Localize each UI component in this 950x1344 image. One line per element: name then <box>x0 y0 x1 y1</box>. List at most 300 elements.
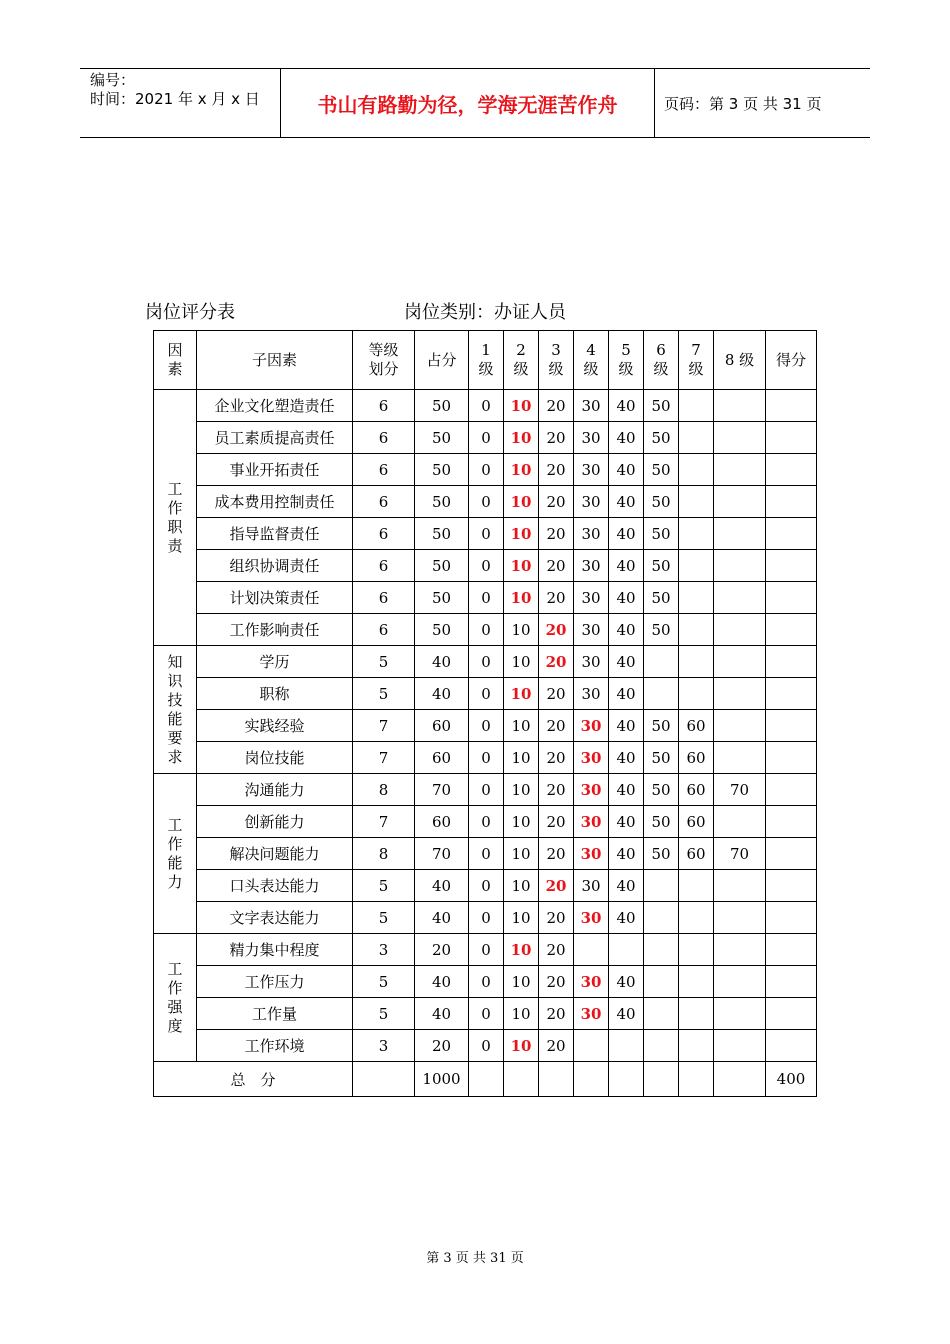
points-cell: 40 <box>415 870 469 902</box>
grade-cell: 20 <box>539 966 574 998</box>
table-row <box>154 550 817 582</box>
table-row <box>154 774 817 806</box>
levels-cell: 7 <box>353 806 415 838</box>
sub-factor-cell: 创新能力 <box>197 806 353 838</box>
score-cell <box>766 966 817 998</box>
grade-cell: 60 <box>679 806 714 838</box>
grade-cell: 20 <box>539 518 574 550</box>
sub-factor-cell: 精力集中程度 <box>197 934 353 966</box>
grade-cell: 30 <box>574 454 609 486</box>
grade-cell: 0 <box>469 806 504 838</box>
points-cell: 50 <box>415 454 469 486</box>
time-label: 时间：2021 年 x 月 x 日 <box>90 90 260 108</box>
grade-cell <box>714 518 766 550</box>
factor-cell: 工 作 职 责 <box>154 390 197 646</box>
grade-cell: 10 <box>504 934 539 966</box>
grade-cell: 50 <box>644 614 679 646</box>
grade-cell <box>644 998 679 1030</box>
grade-cell <box>714 422 766 454</box>
points-cell: 40 <box>415 966 469 998</box>
grade-cell: 20 <box>539 678 574 710</box>
grade-cell: 10 <box>504 998 539 1030</box>
grade-cell: 0 <box>469 518 504 550</box>
grade-cell <box>679 1030 714 1062</box>
grade-cell: 60 <box>679 838 714 870</box>
grade-cell: 40 <box>609 710 644 742</box>
grade-cell: 50 <box>644 806 679 838</box>
score-cell <box>766 806 817 838</box>
grade-cell: 10 <box>504 422 539 454</box>
grade-cell <box>679 582 714 614</box>
header-divider <box>654 69 655 137</box>
grade-cell <box>714 966 766 998</box>
grade-cell: 50 <box>644 582 679 614</box>
points-cell: 40 <box>415 646 469 678</box>
table-row <box>154 518 817 550</box>
score-cell <box>766 390 817 422</box>
levels-cell: 8 <box>353 774 415 806</box>
grade-cell: 70 <box>714 838 766 870</box>
grade-cell: 20 <box>539 550 574 582</box>
levels-cell: 5 <box>353 678 415 710</box>
grade-cell: 40 <box>609 646 644 678</box>
grade-cell: 20 <box>539 838 574 870</box>
table-row <box>154 742 817 774</box>
levels-cell: 5 <box>353 998 415 1030</box>
score-cell <box>766 934 817 966</box>
grade-cell <box>714 646 766 678</box>
grade-cell: 0 <box>469 1030 504 1062</box>
points-cell: 20 <box>415 934 469 966</box>
score-cell <box>766 742 817 774</box>
grade-cell <box>644 678 679 710</box>
grade-cell: 40 <box>609 998 644 1030</box>
grade-cell <box>679 998 714 1030</box>
factor-cell: 工 作 强 度 <box>154 934 197 1062</box>
grade-cell: 20 <box>539 454 574 486</box>
grade-cell <box>644 1062 679 1097</box>
grade-cell: 0 <box>469 774 504 806</box>
grade-cell: 10 <box>504 390 539 422</box>
grade-cell: 10 <box>504 646 539 678</box>
total-label: 总 分 <box>154 1062 353 1097</box>
table-row <box>154 646 817 678</box>
score-cell <box>766 1030 817 1062</box>
grade-cell: 0 <box>469 614 504 646</box>
grade-cell <box>644 902 679 934</box>
grade-cell: 20 <box>539 806 574 838</box>
score-cell <box>766 678 817 710</box>
grade-cell: 40 <box>609 678 644 710</box>
grade-cell <box>679 1062 714 1097</box>
grade-cell <box>644 934 679 966</box>
grade-cell: 40 <box>609 614 644 646</box>
score-cell <box>766 518 817 550</box>
grade-cell: 0 <box>469 870 504 902</box>
grade-cell: 50 <box>644 454 679 486</box>
grade-cell <box>714 678 766 710</box>
grade-cell: 0 <box>469 742 504 774</box>
levels-cell: 5 <box>353 966 415 998</box>
grade-cell: 60 <box>679 774 714 806</box>
score-cell <box>766 486 817 518</box>
grade-cell <box>714 454 766 486</box>
grade-cell <box>504 1062 539 1097</box>
grade-cell: 20 <box>539 1030 574 1062</box>
sub-factor-cell: 成本费用控制责任 <box>197 486 353 518</box>
grade-cell: 30 <box>574 390 609 422</box>
sub-factor-cell: 事业开拓责任 <box>197 454 353 486</box>
grade-cell: 0 <box>469 454 504 486</box>
grade-cell: 40 <box>609 806 644 838</box>
levels-cell: 6 <box>353 582 415 614</box>
grade-cell: 40 <box>609 454 644 486</box>
levels-cell: 5 <box>353 646 415 678</box>
grade-cell: 60 <box>679 742 714 774</box>
grade-cell: 0 <box>469 646 504 678</box>
sub-factor-cell: 学历 <box>197 646 353 678</box>
table-row <box>154 454 817 486</box>
score-cell <box>766 902 817 934</box>
score-table <box>153 330 817 1097</box>
points-cell: 50 <box>415 614 469 646</box>
grade-cell <box>679 486 714 518</box>
sub-factor-cell: 岗位技能 <box>197 742 353 774</box>
grade-cell <box>714 710 766 742</box>
grade-cell: 30 <box>574 742 609 774</box>
grade-cell: 20 <box>539 774 574 806</box>
table-row <box>154 710 817 742</box>
grade-cell <box>714 806 766 838</box>
sub-factor-cell: 员工素质提高责任 <box>197 422 353 454</box>
grade-cell: 0 <box>469 390 504 422</box>
total-row <box>154 1062 817 1097</box>
grade-cell: 10 <box>504 742 539 774</box>
sub-factor-cell: 职称 <box>197 678 353 710</box>
grade-cell: 20 <box>539 710 574 742</box>
table-row <box>154 390 817 422</box>
table-row <box>154 902 817 934</box>
number-label: 编号： <box>90 71 136 89</box>
grade-cell: 0 <box>469 550 504 582</box>
grade-cell: 0 <box>469 902 504 934</box>
table-row <box>154 838 817 870</box>
grade-cell: 10 <box>504 518 539 550</box>
grade-cell: 10 <box>504 710 539 742</box>
column-header: 占分 <box>415 331 469 390</box>
grade-cell <box>714 582 766 614</box>
sub-factor-cell: 工作量 <box>197 998 353 1030</box>
points-cell: 60 <box>415 806 469 838</box>
levels-cell: 6 <box>353 486 415 518</box>
levels-cell: 5 <box>353 870 415 902</box>
grade-cell: 20 <box>539 998 574 1030</box>
grade-cell <box>714 390 766 422</box>
sub-factor-cell: 口头表达能力 <box>197 870 353 902</box>
grade-cell: 10 <box>504 1030 539 1062</box>
grade-cell: 40 <box>609 742 644 774</box>
score-cell <box>766 582 817 614</box>
grade-cell <box>644 966 679 998</box>
grade-cell <box>679 966 714 998</box>
grade-cell: 20 <box>539 422 574 454</box>
grade-cell: 10 <box>504 902 539 934</box>
levels-cell: 5 <box>353 902 415 934</box>
grade-cell: 50 <box>644 486 679 518</box>
sub-factor-cell: 文字表达能力 <box>197 902 353 934</box>
grade-cell: 10 <box>504 454 539 486</box>
total-score: 400 <box>766 1062 817 1097</box>
sub-factor-cell: 沟通能力 <box>197 774 353 806</box>
grade-cell: 0 <box>469 934 504 966</box>
grade-cell: 0 <box>469 422 504 454</box>
grade-cell <box>714 742 766 774</box>
column-header: 3 级 <box>539 331 574 390</box>
grade-cell: 50 <box>644 838 679 870</box>
grade-cell <box>644 870 679 902</box>
grade-cell: 10 <box>504 486 539 518</box>
grade-cell <box>714 486 766 518</box>
grade-cell: 20 <box>539 902 574 934</box>
sub-factor-cell: 解决问题能力 <box>197 838 353 870</box>
grade-cell <box>714 614 766 646</box>
grade-cell <box>714 1030 766 1062</box>
table-title: 岗位评分表 <box>145 302 235 323</box>
levels-cell: 8 <box>353 838 415 870</box>
grade-cell: 0 <box>469 838 504 870</box>
grade-cell <box>679 902 714 934</box>
grade-cell: 40 <box>609 550 644 582</box>
grade-cell <box>574 1030 609 1062</box>
grade-cell: 20 <box>539 486 574 518</box>
column-header: 4 级 <box>574 331 609 390</box>
grade-cell: 10 <box>504 838 539 870</box>
levels-cell: 6 <box>353 454 415 486</box>
grade-cell: 40 <box>609 390 644 422</box>
grade-cell <box>679 454 714 486</box>
levels-cell <box>353 1062 415 1097</box>
grade-cell: 20 <box>539 870 574 902</box>
grade-cell: 0 <box>469 678 504 710</box>
grade-cell <box>714 998 766 1030</box>
score-cell <box>766 646 817 678</box>
levels-cell: 6 <box>353 614 415 646</box>
grade-cell: 30 <box>574 614 609 646</box>
header-meta <box>90 71 260 109</box>
column-header: 6 级 <box>644 331 679 390</box>
grade-cell: 10 <box>504 614 539 646</box>
grade-cell: 30 <box>574 870 609 902</box>
grade-cell: 50 <box>644 550 679 582</box>
points-cell: 70 <box>415 838 469 870</box>
grade-cell: 10 <box>504 550 539 582</box>
score-cell <box>766 870 817 902</box>
levels-cell: 3 <box>353 1030 415 1062</box>
column-header: 1 级 <box>469 331 504 390</box>
grade-cell: 50 <box>644 390 679 422</box>
points-cell: 70 <box>415 774 469 806</box>
grade-cell <box>539 1062 574 1097</box>
sub-factor-cell: 指导监督责任 <box>197 518 353 550</box>
grade-cell: 20 <box>539 614 574 646</box>
points-cell: 40 <box>415 902 469 934</box>
table-row <box>154 582 817 614</box>
column-header: 等级 划分 <box>353 331 415 390</box>
grade-cell: 50 <box>644 710 679 742</box>
grade-cell: 50 <box>644 774 679 806</box>
sub-factor-cell: 工作影响责任 <box>197 614 353 646</box>
grade-cell: 20 <box>539 742 574 774</box>
grade-cell: 40 <box>609 582 644 614</box>
table-header-row <box>154 331 817 390</box>
score-cell <box>766 774 817 806</box>
grade-cell: 40 <box>609 518 644 550</box>
column-header: 8 级 <box>714 331 766 390</box>
grade-cell <box>679 422 714 454</box>
grade-cell: 40 <box>609 902 644 934</box>
grade-cell: 30 <box>574 422 609 454</box>
grade-cell: 20 <box>539 934 574 966</box>
grade-cell <box>469 1062 504 1097</box>
points-cell: 50 <box>415 486 469 518</box>
grade-cell <box>679 614 714 646</box>
grade-cell: 30 <box>574 550 609 582</box>
table-row <box>154 678 817 710</box>
grade-cell: 10 <box>504 774 539 806</box>
grade-cell: 10 <box>504 582 539 614</box>
grade-cell: 10 <box>504 806 539 838</box>
points-cell: 50 <box>415 422 469 454</box>
grade-cell <box>679 934 714 966</box>
points-cell: 50 <box>415 550 469 582</box>
grade-cell: 40 <box>609 774 644 806</box>
grade-cell <box>609 1030 644 1062</box>
points-cell: 60 <box>415 742 469 774</box>
points-cell: 60 <box>415 710 469 742</box>
points-cell: 50 <box>415 518 469 550</box>
grade-cell <box>714 870 766 902</box>
grade-cell: 0 <box>469 710 504 742</box>
grade-cell: 0 <box>469 998 504 1030</box>
score-cell <box>766 454 817 486</box>
levels-cell: 6 <box>353 422 415 454</box>
grade-cell: 20 <box>539 646 574 678</box>
grade-cell: 40 <box>609 838 644 870</box>
grade-cell: 30 <box>574 582 609 614</box>
grade-cell: 30 <box>574 998 609 1030</box>
grade-cell: 30 <box>574 486 609 518</box>
sub-factor-cell: 工作环境 <box>197 1030 353 1062</box>
score-cell <box>766 614 817 646</box>
grade-cell: 30 <box>574 838 609 870</box>
points-cell: 20 <box>415 1030 469 1062</box>
factor-cell: 工 作 能 力 <box>154 774 197 934</box>
grade-cell <box>714 550 766 582</box>
grade-cell <box>609 934 644 966</box>
sub-factor-cell: 实践经验 <box>197 710 353 742</box>
table-row <box>154 614 817 646</box>
grade-cell: 10 <box>504 966 539 998</box>
grade-cell: 60 <box>679 710 714 742</box>
grade-cell: 40 <box>609 486 644 518</box>
grade-cell: 40 <box>609 870 644 902</box>
grade-cell: 30 <box>574 710 609 742</box>
column-header: 5 级 <box>609 331 644 390</box>
header-page-info: 页码：第 3 页 共 31 页 <box>664 94 822 113</box>
sub-factor-cell: 计划决策责任 <box>197 582 353 614</box>
column-header: 得分 <box>766 331 817 390</box>
grade-cell: 40 <box>609 422 644 454</box>
grade-cell: 70 <box>714 774 766 806</box>
levels-cell: 7 <box>353 710 415 742</box>
total-points: 1000 <box>415 1062 469 1097</box>
levels-cell: 6 <box>353 518 415 550</box>
levels-cell: 7 <box>353 742 415 774</box>
grade-cell: 10 <box>504 678 539 710</box>
score-cell <box>766 422 817 454</box>
points-cell: 40 <box>415 998 469 1030</box>
grade-cell <box>679 390 714 422</box>
table-row <box>154 966 817 998</box>
grade-cell <box>609 1062 644 1097</box>
sub-factor-cell: 工作压力 <box>197 966 353 998</box>
table-row <box>154 934 817 966</box>
table-row <box>154 806 817 838</box>
score-cell <box>766 710 817 742</box>
column-header: 2 级 <box>504 331 539 390</box>
grade-cell: 40 <box>609 966 644 998</box>
grade-cell <box>714 934 766 966</box>
grade-cell: 50 <box>644 518 679 550</box>
table-row <box>154 870 817 902</box>
column-header: 因 素 <box>154 331 197 390</box>
sub-factor-cell: 组织协调责任 <box>197 550 353 582</box>
grade-cell <box>644 1030 679 1062</box>
grade-cell: 0 <box>469 582 504 614</box>
score-cell <box>766 838 817 870</box>
grade-cell <box>679 870 714 902</box>
points-cell: 50 <box>415 582 469 614</box>
table-row <box>154 422 817 454</box>
grade-cell: 20 <box>539 390 574 422</box>
grade-cell <box>644 646 679 678</box>
sub-factor-cell: 企业文化塑造责任 <box>197 390 353 422</box>
column-header: 7 级 <box>679 331 714 390</box>
grade-cell <box>714 1062 766 1097</box>
score-cell <box>766 998 817 1030</box>
column-header: 子因素 <box>197 331 353 390</box>
grade-cell <box>679 678 714 710</box>
levels-cell: 3 <box>353 934 415 966</box>
grade-cell <box>679 646 714 678</box>
grade-cell: 30 <box>574 646 609 678</box>
points-cell: 50 <box>415 390 469 422</box>
levels-cell: 6 <box>353 550 415 582</box>
points-cell: 40 <box>415 678 469 710</box>
grade-cell: 30 <box>574 902 609 934</box>
grade-cell: 10 <box>504 870 539 902</box>
grade-cell: 30 <box>574 966 609 998</box>
grade-cell: 50 <box>644 422 679 454</box>
grade-cell: 50 <box>644 742 679 774</box>
grade-cell: 20 <box>539 582 574 614</box>
job-category: 岗位类别：办证人员 <box>404 302 566 323</box>
grade-cell <box>574 1062 609 1097</box>
grade-cell <box>574 934 609 966</box>
grade-cell <box>679 550 714 582</box>
table-row <box>154 998 817 1030</box>
grade-cell: 30 <box>574 518 609 550</box>
